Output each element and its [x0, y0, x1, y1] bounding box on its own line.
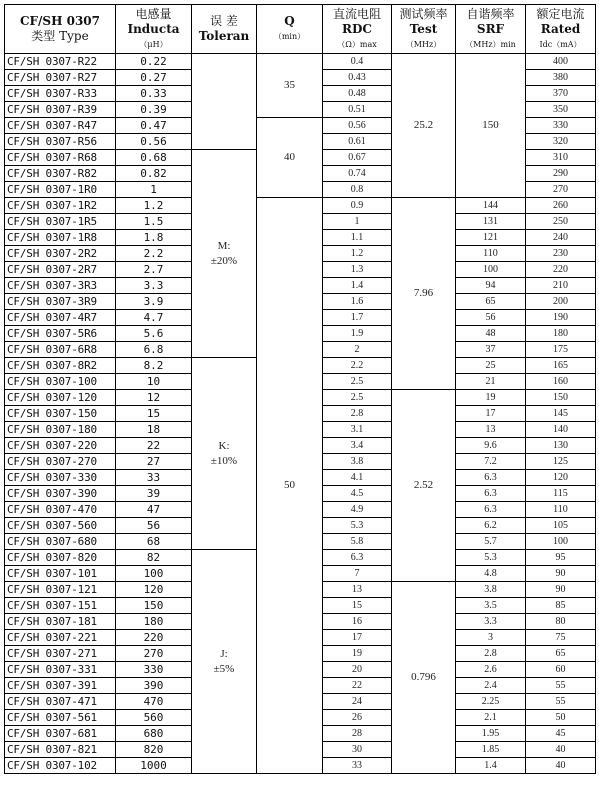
type-cell: CF/SH 0307-8R2	[5, 358, 116, 374]
rdc-cell: 0.74	[323, 166, 392, 182]
inductance-cell: 0.68	[116, 150, 192, 166]
rated-current-cell: 85	[526, 598, 596, 614]
rated-current-cell: 400	[526, 54, 596, 70]
rdc-cell: 1.4	[323, 278, 392, 294]
rdc-cell: 17	[323, 630, 392, 646]
srf-cell: 9.6	[456, 438, 526, 454]
rated-current-cell: 120	[526, 470, 596, 486]
rated-current-cell: 145	[526, 406, 596, 422]
type-cell: CF/SH 0307-151	[5, 598, 116, 614]
rdc-cell: 0.4	[323, 54, 392, 70]
rdc-cell: 26	[323, 710, 392, 726]
srf-cell: 2.8	[456, 646, 526, 662]
rated-current-cell: 150	[526, 390, 596, 406]
rated-current-cell: 190	[526, 310, 596, 326]
srf-cell: 56	[456, 310, 526, 326]
header-srf-unit: （MHz）min	[465, 39, 516, 49]
type-cell: CF/SH 0307-560	[5, 518, 116, 534]
rdc-cell: 13	[323, 582, 392, 598]
table-row	[5, 54, 596, 70]
inductance-cell: 27	[116, 454, 192, 470]
rated-current-cell: 100	[526, 534, 596, 550]
inductance-cell: 470	[116, 694, 192, 710]
type-cell: CF/SH 0307-4R7	[5, 310, 116, 326]
test-frequency-cell: 2.52	[392, 390, 456, 582]
rdc-cell: 1.2	[323, 246, 392, 262]
srf-cell: 6.3	[456, 486, 526, 502]
inductance-cell: 330	[116, 662, 192, 678]
rated-current-cell: 165	[526, 358, 596, 374]
header-test-line1: 测试频率	[399, 6, 448, 21]
header-type-line2: 类型 Type	[31, 29, 89, 43]
header-inductance	[116, 5, 192, 54]
srf-cell: 21	[456, 374, 526, 390]
inductance-cell: 0.39	[116, 102, 192, 118]
header-q-line1: Q	[284, 14, 295, 28]
type-cell: CF/SH 0307-471	[5, 694, 116, 710]
rated-current-cell: 105	[526, 518, 596, 534]
type-cell: CF/SH 0307-390	[5, 486, 116, 502]
type-cell: CF/SH 0307-3R3	[5, 278, 116, 294]
srf-cell: 37	[456, 342, 526, 358]
srf-cell: 2.6	[456, 662, 526, 678]
type-cell: CF/SH 0307-101	[5, 566, 116, 582]
type-cell: CF/SH 0307-R56	[5, 134, 116, 150]
srf-cell: 48	[456, 326, 526, 342]
type-cell: CF/SH 0307-271	[5, 646, 116, 662]
rdc-cell: 0.48	[323, 86, 392, 102]
rated-current-cell: 55	[526, 678, 596, 694]
rated-current-cell: 220	[526, 262, 596, 278]
rated-current-cell: 175	[526, 342, 596, 358]
inductance-cell: 0.22	[116, 54, 192, 70]
srf-cell: 3.8	[456, 582, 526, 598]
header-tolerance	[192, 5, 257, 54]
type-cell: CF/SH 0307-561	[5, 710, 116, 726]
header-test-line2: Test	[409, 21, 438, 36]
type-cell: CF/SH 0307-330	[5, 470, 116, 486]
rdc-cell: 0.67	[323, 150, 392, 166]
rdc-cell: 0.9	[323, 198, 392, 214]
header-type	[5, 5, 116, 54]
type-cell: CF/SH 0307-150	[5, 406, 116, 422]
header-row	[5, 5, 596, 54]
header-rated-current	[526, 5, 596, 54]
inductance-cell: 0.82	[116, 166, 192, 182]
srf-cell: 65	[456, 294, 526, 310]
inductance-cell: 1000	[116, 758, 192, 774]
rated-current-cell: 370	[526, 86, 596, 102]
header-test-frequency	[392, 5, 456, 54]
srf-cell: 121	[456, 230, 526, 246]
type-cell: CF/SH 0307-470	[5, 502, 116, 518]
type-cell: CF/SH 0307-120	[5, 390, 116, 406]
header-rdc-unit: （Ω）max	[337, 39, 377, 49]
inductance-cell: 82	[116, 550, 192, 566]
srf-cell: 4.8	[456, 566, 526, 582]
rated-current-cell: 45	[526, 726, 596, 742]
srf-cell: 94	[456, 278, 526, 294]
rdc-cell: 5.3	[323, 518, 392, 534]
inductance-cell: 3.3	[116, 278, 192, 294]
inductance-cell: 6.8	[116, 342, 192, 358]
srf-cell: 25	[456, 358, 526, 374]
inductance-cell: 8.2	[116, 358, 192, 374]
type-cell: CF/SH 0307-R33	[5, 86, 116, 102]
inductance-cell: 2.2	[116, 246, 192, 262]
inductance-cell: 100	[116, 566, 192, 582]
inductance-cell: 0.47	[116, 118, 192, 134]
rdc-cell: 2.5	[323, 390, 392, 406]
header-q-unit: （min）	[273, 32, 306, 41]
type-cell: CF/SH 0307-R47	[5, 118, 116, 134]
inductance-cell: 820	[116, 742, 192, 758]
tolerance-cell: M: ±20%	[192, 150, 257, 358]
inductance-cell: 0.56	[116, 134, 192, 150]
type-cell: CF/SH 0307-1R8	[5, 230, 116, 246]
header-rdc-line1: 直流电阻	[332, 6, 381, 21]
inductance-cell: 0.27	[116, 70, 192, 86]
inductance-cell: 3.9	[116, 294, 192, 310]
srf-cell: 6.3	[456, 502, 526, 518]
header-tolerance-line2: Toleran	[198, 29, 250, 43]
srf-cell: 6.3	[456, 470, 526, 486]
type-cell: CF/SH 0307-221	[5, 630, 116, 646]
inductance-cell: 390	[116, 678, 192, 694]
rated-current-cell: 210	[526, 278, 596, 294]
type-cell: CF/SH 0307-102	[5, 758, 116, 774]
test-frequency-cell: 0.796	[392, 582, 456, 774]
type-cell: CF/SH 0307-681	[5, 726, 116, 742]
srf-cell: 1.95	[456, 726, 526, 742]
type-cell: CF/SH 0307-180	[5, 422, 116, 438]
inductance-cell: 560	[116, 710, 192, 726]
type-cell: CF/SH 0307-680	[5, 534, 116, 550]
inductance-cell: 12	[116, 390, 192, 406]
type-cell: CF/SH 0307-R68	[5, 150, 116, 166]
rdc-cell: 22	[323, 678, 392, 694]
type-cell: CF/SH 0307-820	[5, 550, 116, 566]
rdc-cell: 4.9	[323, 502, 392, 518]
inductance-cell: 4.7	[116, 310, 192, 326]
inductance-cell: 2.7	[116, 262, 192, 278]
type-cell: CF/SH 0307-391	[5, 678, 116, 694]
rdc-cell: 4.5	[323, 486, 392, 502]
q-cell: 40	[257, 118, 323, 198]
rdc-cell: 16	[323, 614, 392, 630]
type-cell: CF/SH 0307-331	[5, 662, 116, 678]
srf-cell: 100	[456, 262, 526, 278]
rdc-cell: 6.3	[323, 550, 392, 566]
rdc-cell: 0.61	[323, 134, 392, 150]
table-body	[5, 54, 596, 774]
rdc-cell: 1.1	[323, 230, 392, 246]
srf-cell: 13	[456, 422, 526, 438]
header-q	[257, 5, 323, 54]
tolerance-cell: K: ±10%	[192, 358, 257, 550]
rated-current-cell: 230	[526, 246, 596, 262]
type-cell: CF/SH 0307-100	[5, 374, 116, 390]
rated-current-cell: 130	[526, 438, 596, 454]
header-rated-line2: Rated	[540, 21, 581, 36]
type-cell: CF/SH 0307-220	[5, 438, 116, 454]
type-cell: CF/SH 0307-121	[5, 582, 116, 598]
inductance-cell: 120	[116, 582, 192, 598]
srf-cell: 19	[456, 390, 526, 406]
rdc-cell: 2.2	[323, 358, 392, 374]
inductance-cell: 150	[116, 598, 192, 614]
type-cell: CF/SH 0307-2R2	[5, 246, 116, 262]
inductance-cell: 10	[116, 374, 192, 390]
rdc-cell: 28	[323, 726, 392, 742]
test-frequency-cell: 7.96	[392, 198, 456, 390]
rdc-cell: 1.3	[323, 262, 392, 278]
rated-current-cell: 125	[526, 454, 596, 470]
rated-current-cell: 55	[526, 694, 596, 710]
inductance-cell: 1	[116, 182, 192, 198]
rated-current-cell: 290	[526, 166, 596, 182]
header-rated-line1: 额定电流	[536, 6, 585, 21]
inductance-cell: 22	[116, 438, 192, 454]
srf-cell: 3.5	[456, 598, 526, 614]
srf-cell: 2.1	[456, 710, 526, 726]
q-cell: 50	[257, 198, 323, 774]
srf-cell: 6.2	[456, 518, 526, 534]
srf-cell: 1.85	[456, 742, 526, 758]
inductance-cell: 68	[116, 534, 192, 550]
inductance-cell: 0.33	[116, 86, 192, 102]
inductance-cell: 1.2	[116, 198, 192, 214]
rated-current-cell: 95	[526, 550, 596, 566]
rdc-cell: 3.1	[323, 422, 392, 438]
rated-current-cell: 260	[526, 198, 596, 214]
rated-current-cell: 160	[526, 374, 596, 390]
table-row	[5, 198, 596, 214]
rdc-cell: 2.8	[323, 406, 392, 422]
header-rdc	[323, 5, 392, 54]
rdc-cell: 24	[323, 694, 392, 710]
rdc-cell: 0.8	[323, 182, 392, 198]
type-cell: CF/SH 0307-6R8	[5, 342, 116, 358]
rated-current-cell: 60	[526, 662, 596, 678]
table-header	[5, 5, 596, 54]
type-cell: CF/SH 0307-R82	[5, 166, 116, 182]
rated-current-cell: 90	[526, 566, 596, 582]
rdc-cell: 2	[323, 342, 392, 358]
header-tolerance-line1: 误 差	[210, 14, 238, 28]
srf-cell: 5.7	[456, 534, 526, 550]
header-srf-line1: 自谐频率	[466, 6, 515, 21]
rated-current-cell: 200	[526, 294, 596, 310]
type-cell: CF/SH 0307-R27	[5, 70, 116, 86]
rdc-cell: 19	[323, 646, 392, 662]
header-rdc-line2: RDC	[342, 21, 372, 36]
rdc-cell: 15	[323, 598, 392, 614]
test-frequency-cell: 25.2	[392, 54, 456, 198]
type-cell: CF/SH 0307-3R9	[5, 294, 116, 310]
rdc-cell: 7	[323, 566, 392, 582]
inductance-cell: 1.8	[116, 230, 192, 246]
type-cell: CF/SH 0307-1R2	[5, 198, 116, 214]
rdc-cell: 1.6	[323, 294, 392, 310]
rated-current-cell: 65	[526, 646, 596, 662]
inductance-cell: 1.5	[116, 214, 192, 230]
srf-cell: 144	[456, 198, 526, 214]
srf-cell: 150	[456, 54, 526, 198]
srf-cell: 17	[456, 406, 526, 422]
inductor-spec-table	[4, 4, 596, 774]
type-cell: CF/SH 0307-1R5	[5, 214, 116, 230]
srf-cell: 3	[456, 630, 526, 646]
inductance-cell: 33	[116, 470, 192, 486]
rdc-cell: 0.56	[323, 118, 392, 134]
rdc-cell: 33	[323, 758, 392, 774]
srf-cell: 3.3	[456, 614, 526, 630]
header-rated-unit: Idc（mA）	[539, 39, 582, 49]
header-inductance-line1: 电感量	[135, 6, 172, 21]
rdc-cell: 1.9	[323, 326, 392, 342]
inductance-cell: 18	[116, 422, 192, 438]
header-inductance-line2: Inducta	[127, 21, 180, 36]
rdc-cell: 3.8	[323, 454, 392, 470]
rated-current-cell: 330	[526, 118, 596, 134]
srf-cell: 2.25	[456, 694, 526, 710]
srf-cell: 2.4	[456, 678, 526, 694]
header-type-line1: CF/SH 0307	[19, 14, 101, 28]
rated-current-cell: 40	[526, 758, 596, 774]
rdc-cell: 0.51	[323, 102, 392, 118]
rated-current-cell: 40	[526, 742, 596, 758]
rated-current-cell: 310	[526, 150, 596, 166]
srf-cell: 5.3	[456, 550, 526, 566]
rated-current-cell: 250	[526, 214, 596, 230]
rdc-cell: 1	[323, 214, 392, 230]
rated-current-cell: 110	[526, 502, 596, 518]
header-inductance-unit: （μH）	[139, 39, 168, 49]
type-cell: CF/SH 0307-5R6	[5, 326, 116, 342]
srf-cell: 7.2	[456, 454, 526, 470]
rdc-cell: 1.7	[323, 310, 392, 326]
rated-current-cell: 75	[526, 630, 596, 646]
type-cell: CF/SH 0307-R22	[5, 54, 116, 70]
header-test-unit: （MHz）	[405, 39, 442, 49]
rdc-cell: 4.1	[323, 470, 392, 486]
srf-cell: 110	[456, 246, 526, 262]
rated-current-cell: 350	[526, 102, 596, 118]
inductance-cell: 47	[116, 502, 192, 518]
type-cell: CF/SH 0307-R39	[5, 102, 116, 118]
rated-current-cell: 270	[526, 182, 596, 198]
type-cell: CF/SH 0307-270	[5, 454, 116, 470]
type-cell: CF/SH 0307-2R7	[5, 262, 116, 278]
inductance-cell: 39	[116, 486, 192, 502]
rated-current-cell: 240	[526, 230, 596, 246]
rated-current-cell: 80	[526, 614, 596, 630]
type-cell: CF/SH 0307-1R0	[5, 182, 116, 198]
inductance-cell: 680	[116, 726, 192, 742]
rated-current-cell: 320	[526, 134, 596, 150]
rated-current-cell: 115	[526, 486, 596, 502]
header-srf	[456, 5, 526, 54]
header-srf-line2: SRF	[476, 21, 505, 36]
rdc-cell: 0.43	[323, 70, 392, 86]
rated-current-cell: 380	[526, 70, 596, 86]
type-cell: CF/SH 0307-181	[5, 614, 116, 630]
inductance-cell: 5.6	[116, 326, 192, 342]
tolerance-cell: J: ±5%	[192, 550, 257, 774]
rated-current-cell: 50	[526, 710, 596, 726]
inductance-cell: 15	[116, 406, 192, 422]
q-cell: 35	[257, 54, 323, 118]
rated-current-cell: 90	[526, 582, 596, 598]
rated-current-cell: 180	[526, 326, 596, 342]
type-cell: CF/SH 0307-821	[5, 742, 116, 758]
rdc-cell: 30	[323, 742, 392, 758]
inductance-cell: 56	[116, 518, 192, 534]
inductance-cell: 270	[116, 646, 192, 662]
srf-cell: 131	[456, 214, 526, 230]
rdc-cell: 20	[323, 662, 392, 678]
rated-current-cell: 140	[526, 422, 596, 438]
rdc-cell: 5.8	[323, 534, 392, 550]
rdc-cell: 3.4	[323, 438, 392, 454]
srf-cell: 1.4	[456, 758, 526, 774]
rdc-cell: 2.5	[323, 374, 392, 390]
inductance-cell: 180	[116, 614, 192, 630]
tolerance-cell	[192, 54, 257, 150]
inductance-cell: 220	[116, 630, 192, 646]
